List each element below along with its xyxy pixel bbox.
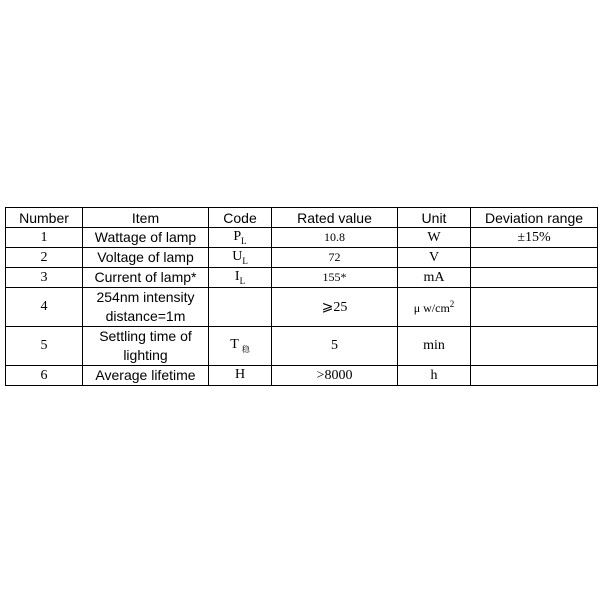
cell-deviation [471, 366, 598, 386]
cell-deviation [471, 268, 598, 288]
header-deviation-range: Deviation range [471, 208, 598, 228]
cell-deviation [471, 327, 598, 366]
code-symbol: H [234, 367, 246, 383]
cell-code [209, 288, 272, 327]
unit-symbol: mA [423, 269, 445, 285]
header-code: Code [209, 208, 272, 228]
cell-deviation [471, 288, 598, 327]
unit-symbol: h [430, 367, 438, 383]
header-number: Number [6, 208, 83, 228]
cell-rated-value: ⩾25 [272, 288, 398, 327]
cell-unit [398, 248, 471, 268]
code-subscript: L [241, 235, 247, 246]
code-symbol: T [230, 337, 239, 353]
cell-rated-value: 155* [272, 268, 398, 288]
code-symbol: P [233, 229, 242, 245]
cell-code [209, 327, 272, 366]
cell-unit [398, 366, 471, 386]
cell-number: 4 [6, 288, 83, 327]
code-subscript: L [239, 275, 246, 286]
cell-code [209, 366, 272, 386]
cell-deviation [471, 248, 598, 268]
cell-code [209, 228, 272, 248]
cell-code [209, 248, 272, 268]
unit-symbol: V [428, 249, 440, 265]
cell-unit [398, 228, 471, 248]
unit-symbol: W [427, 229, 441, 245]
header-item: Item [83, 208, 209, 228]
header-rated-value: Rated value [272, 208, 398, 228]
unit-symbol: μ w/cm [413, 300, 450, 315]
cell-rated-value: >8000 [272, 366, 398, 386]
cell-item: Wattage of lamp [83, 228, 209, 248]
table-row [6, 228, 598, 248]
table-row [6, 268, 598, 288]
cell-rated-value: 10.8 [272, 228, 398, 248]
cell-deviation: ±15% [471, 228, 598, 248]
cell-number: 6 [6, 366, 83, 386]
unit-symbol: min [423, 338, 445, 353]
cell-number: 3 [6, 268, 83, 288]
cell-rated-value: 72 [272, 248, 398, 268]
header-row [6, 208, 598, 228]
code-symbol: U [232, 249, 243, 265]
cell-number: 2 [6, 248, 83, 268]
lamp-spec-table [5, 207, 598, 386]
cell-number: 1 [6, 228, 83, 248]
cell-rated-value: 5 [272, 327, 398, 366]
header-unit: Unit [398, 208, 471, 228]
table-row [6, 327, 598, 366]
table-row [6, 288, 598, 327]
unit-superscript: 2 [449, 298, 455, 309]
cell-item: Settling time of lighting [83, 327, 209, 366]
cell-item: Average lifetime [83, 366, 209, 386]
code-symbol: I [234, 269, 240, 285]
cell-unit [398, 288, 471, 327]
code-subscript: L [242, 255, 248, 266]
code-subscript: 稳 [241, 344, 250, 354]
table-row [6, 366, 598, 386]
cell-unit [398, 327, 471, 366]
cell-item: Current of lamp* [83, 268, 209, 288]
table-row [6, 248, 598, 268]
cell-unit [398, 268, 471, 288]
cell-number: 5 [6, 327, 83, 366]
cell-code [209, 268, 272, 288]
cell-item: 254nm intensity distance=1m [83, 288, 209, 327]
cell-item: Voltage of lamp [83, 248, 209, 268]
